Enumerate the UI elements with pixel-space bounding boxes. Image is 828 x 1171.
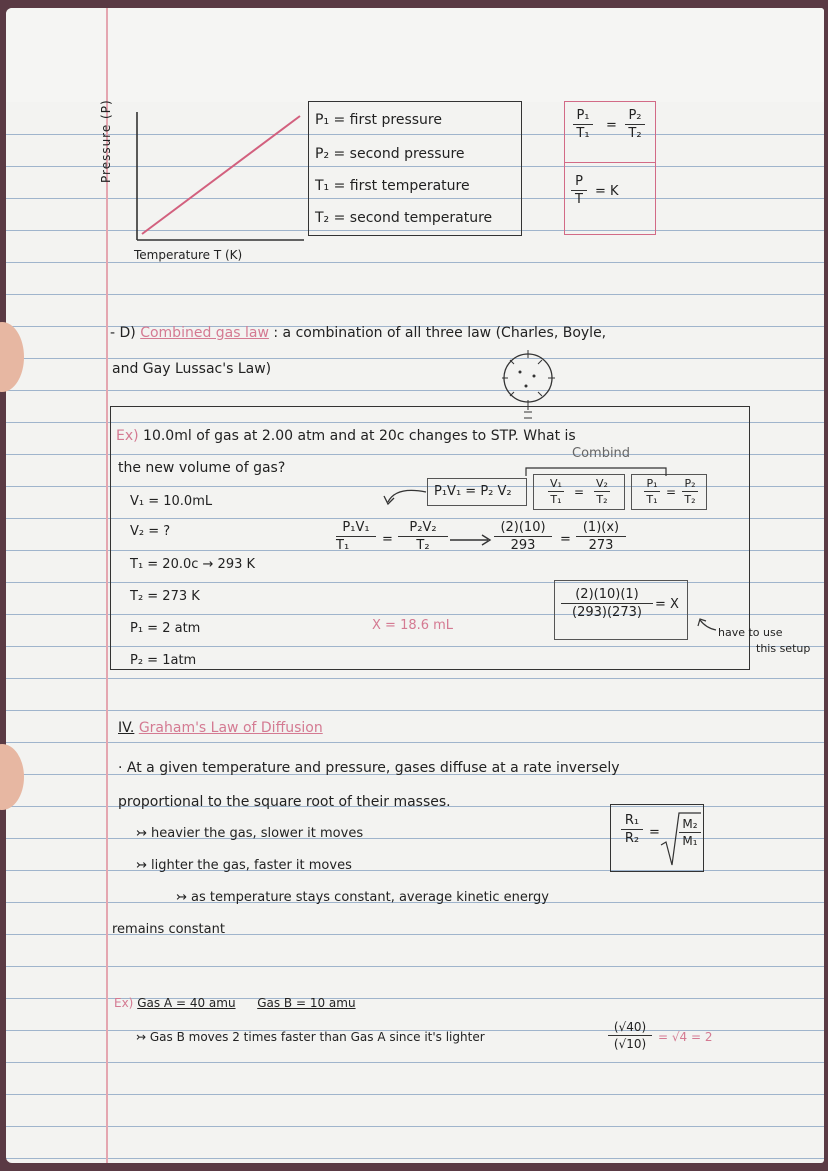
- eq-equals-1: =: [382, 532, 393, 547]
- sub-right: [576, 520, 626, 553]
- graham-mass-fraction: [679, 817, 701, 848]
- denominator: R₂: [624, 831, 640, 846]
- charles-equals: =: [574, 485, 585, 499]
- gl-equals: =: [606, 118, 617, 133]
- fraction-bar: [576, 536, 626, 537]
- denominator: (√10): [613, 1037, 647, 1051]
- gl-p: P: [575, 174, 583, 189]
- denominator: (293)(273): [572, 605, 642, 620]
- section-marker: - D): [110, 325, 136, 341]
- eq-equals-2: =: [560, 532, 571, 547]
- variable-legend-box: [308, 101, 522, 236]
- denominator: M₁: [682, 834, 698, 848]
- legend-p1: P₁ = first pressure: [315, 112, 442, 128]
- example-label: Ex): [116, 428, 139, 444]
- numerator: (2)(10): [500, 520, 546, 535]
- given-v1: V₁ = 10.0mL: [130, 494, 213, 509]
- combine-bracket-arrow: [376, 462, 676, 522]
- numerator: M₂: [682, 817, 698, 831]
- fraction-bar: [336, 536, 376, 537]
- fraction-bar: [571, 190, 587, 191]
- combined-gas-law-term: Combined gas law: [140, 325, 269, 341]
- given-t2: T₂ = 273 K: [130, 589, 200, 604]
- graham-example-result: = √4 = 2: [658, 1030, 713, 1044]
- legend-t2: T₂ = second temperature: [315, 210, 493, 226]
- numerator: (√40): [613, 1020, 647, 1034]
- arrow-icon: [450, 534, 494, 546]
- page-header-band: [6, 8, 824, 102]
- eq-right: [398, 520, 448, 553]
- gl-fraction-left: [573, 108, 593, 141]
- gas-b: Gas B = 10 amu: [257, 996, 356, 1010]
- graham-example-statement: ↣ Gas B moves 2 times faster than Gas A since it's lighter: [136, 1030, 485, 1044]
- box-divider: [565, 162, 655, 163]
- graham-bullet-temperature: ↣ as temperature stays constant, average kinetic energy: [176, 890, 549, 905]
- legend-p2: P₂ = second pressure: [315, 146, 465, 162]
- numerator: V₂: [596, 477, 608, 490]
- sub-left: [494, 520, 552, 553]
- denominator: 273: [588, 538, 614, 553]
- gl-t2: T₂: [628, 126, 642, 141]
- graham-equals: =: [649, 825, 660, 840]
- denominator: T₂: [596, 493, 608, 506]
- fraction-bar: [625, 124, 645, 125]
- denominator: T₂: [684, 493, 696, 506]
- answer-x: X = 18.6 mL: [372, 618, 454, 633]
- example1-question-line1: [116, 428, 576, 444]
- gl2-equals: =: [666, 485, 677, 499]
- example1-question-line2: the new volume of gas?: [118, 460, 286, 476]
- question-text: 10.0ml of gas at 2.00 atm and at 20c changes to STP. What is: [143, 428, 576, 444]
- fraction-bar: [573, 124, 593, 125]
- graham-definition-line1: · At a given temperature and pressure, gases diffuse at a rate inversely: [118, 760, 620, 776]
- combined-heading: [110, 325, 606, 341]
- fraction-bar: [494, 536, 552, 537]
- fraction-bar: [682, 491, 698, 492]
- gas-a: Gas A = 40 amu: [137, 996, 236, 1010]
- denominator: T₂: [416, 538, 430, 553]
- curved-arrow-icon: [696, 616, 720, 636]
- denominator: T₁: [646, 493, 658, 506]
- numerator: P₂: [684, 477, 696, 490]
- denominator: T₁: [550, 493, 562, 506]
- boyle-formula: P₁V₁ = P₂ V₂: [434, 484, 512, 499]
- numerator: R₁: [624, 813, 640, 828]
- denominator: T₁: [336, 538, 350, 553]
- notebook-page: [6, 8, 824, 1163]
- solve-fraction: [561, 587, 653, 620]
- given-p1: P₁ = 2 atm: [130, 621, 201, 636]
- gl-t1: T₁: [576, 126, 590, 141]
- graham-example-fraction: [608, 1020, 652, 1051]
- fraction-bar: [679, 832, 701, 833]
- graham-formula-box: [610, 804, 704, 872]
- note-line1: have to use: [718, 626, 783, 639]
- graph-x-label: Temperature T (K): [134, 248, 243, 262]
- graham-example-gases: [114, 996, 356, 1010]
- combined-definition: : a combination of all three law (Charles, Boyle,: [273, 325, 607, 341]
- graham-title: Graham's Law of Diffusion: [138, 720, 323, 736]
- graham-bullet-lighter: ↣ lighter the gas, faster it moves: [136, 858, 352, 873]
- gay-lussac-formula-box: [564, 101, 656, 235]
- numerator: P₁V₁: [342, 520, 370, 535]
- given-p2: P₂ = 1atm: [130, 653, 197, 668]
- gl-t: T: [575, 192, 583, 207]
- gl-fraction-constant: [571, 174, 587, 207]
- fraction-bar: [608, 1035, 652, 1036]
- graham-definition-line2: proportional to the square root of their masses.: [118, 794, 451, 810]
- numerator: V₁: [550, 477, 562, 490]
- numerator: (1)(x): [582, 520, 620, 535]
- fraction-bar: [621, 829, 643, 830]
- gl2-frac-right: [682, 477, 698, 506]
- graham-bullet-continued: remains constant: [112, 922, 225, 937]
- solve-equals-x: = X: [655, 597, 679, 612]
- denominator: 293: [510, 538, 536, 553]
- graham-bullet-heavier: ↣ heavier the gas, slower it moves: [136, 826, 364, 841]
- eq-left: [336, 520, 376, 553]
- combined-heading-line2: and Gay Lussac's Law): [112, 361, 272, 377]
- given-v2: V₂ = ?: [130, 524, 171, 539]
- graham-heading: [118, 720, 323, 736]
- gl-p1: P₁: [576, 108, 590, 123]
- legend-t1: T₁ = first temperature: [315, 178, 470, 194]
- gl-constant-k: = K: [595, 184, 619, 199]
- fraction-bar: [561, 603, 653, 604]
- gl-p2: P₂: [628, 108, 642, 123]
- numerator: P₂V₂: [409, 520, 437, 535]
- fraction-bar: [398, 536, 448, 537]
- given-t1: T₁ = 20.0c → 293 K: [130, 557, 256, 572]
- graph-y-label: Pressure (P): [99, 99, 113, 183]
- numerator: (2)(10)(1): [575, 587, 639, 602]
- gl-fraction-right: [625, 108, 645, 141]
- note-line2: this setup: [756, 642, 811, 655]
- numerator: P₁: [646, 477, 658, 490]
- pressure-temperature-graph: [136, 108, 306, 248]
- graham-rate-fraction: [621, 813, 643, 846]
- combind-note: Combind: [572, 446, 631, 461]
- example-label: Ex): [114, 996, 134, 1010]
- section-numeral: IV.: [118, 720, 135, 736]
- solve-setup-box: [554, 580, 688, 640]
